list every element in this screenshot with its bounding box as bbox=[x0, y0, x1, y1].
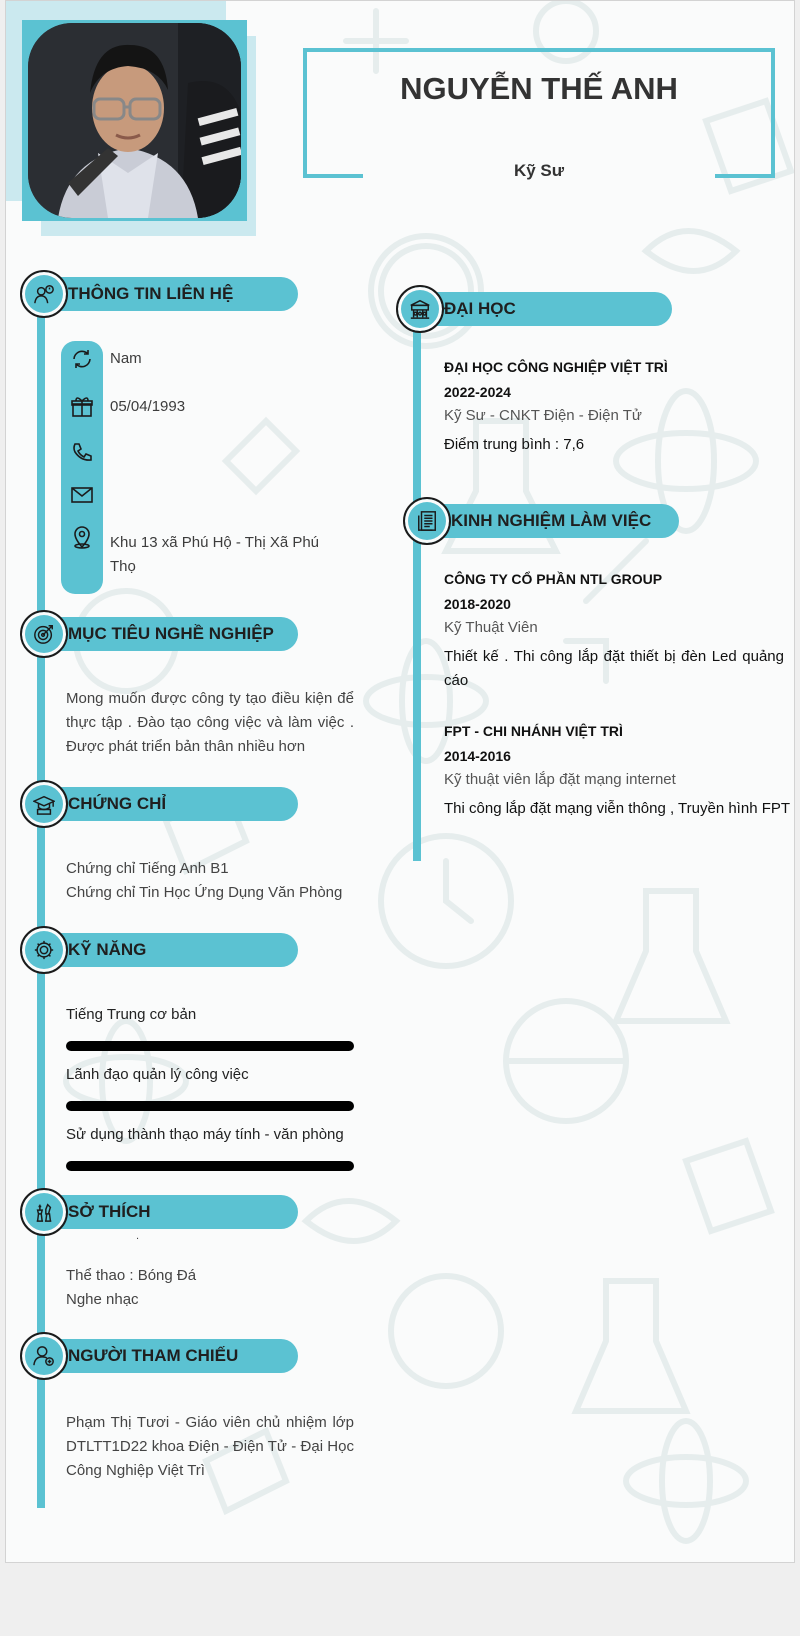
education-gpa: Điểm trung bình : 7,6 bbox=[444, 436, 585, 453]
job-title: Kỹ Sư bbox=[513, 161, 565, 180]
certificate-item: Chứng chỉ Tin Học Ứng Dụng Văn Phòng bbox=[66, 884, 343, 901]
hobby-item: Nghe nhạc bbox=[66, 1291, 139, 1308]
section-title: CHỨNG CHỈ bbox=[68, 794, 167, 813]
contact-birthday: 05/04/1993 bbox=[110, 398, 186, 415]
skill-level-bar bbox=[66, 1041, 354, 1051]
graduation-cap-icon bbox=[20, 780, 68, 828]
job-description: Thiết kế . Thi công lắp đặt thiết bị đèn Led quảng cáo bbox=[444, 648, 784, 689]
skill-name: Sử dụng thành thạo máy tính - văn phòng bbox=[66, 1126, 344, 1143]
skill-name: Lãnh đạo quản lý công việc bbox=[66, 1066, 249, 1083]
section-title: SỞ THÍCH bbox=[68, 1202, 151, 1221]
avatar-photo bbox=[28, 23, 241, 218]
full-name: NGUYỄN THẾ ANH bbox=[400, 71, 678, 106]
right-timeline bbox=[413, 321, 421, 861]
contact-icon-column bbox=[61, 341, 103, 594]
education-period: 2022-2024 bbox=[444, 384, 511, 400]
section-title: KỸ NĂNG bbox=[68, 940, 147, 959]
school-name: ĐẠI HỌC CÔNG NGHIỆP VIỆT TRÌ bbox=[444, 359, 668, 375]
reference-text: Phạm Thị Tươi - Giáo viên chủ nhiệm lớp DTLTT1D22 khoa Điện - Điện Tử - Đại Học Công Nghiệp Việt Trì bbox=[66, 1414, 354, 1479]
job-description: Thi công lắp đặt mạng viễn thông , Truyền hình FPT bbox=[444, 800, 791, 817]
target-icon bbox=[20, 610, 68, 658]
hobby-item: Thể thao : Bóng Đá bbox=[66, 1267, 197, 1284]
job-role: Kỹ Thuật Viên bbox=[444, 619, 538, 636]
chess-icon bbox=[20, 1188, 68, 1236]
phone-icon bbox=[70, 441, 94, 465]
certificate-item: Chứng chỉ Tiếng Anh B1 bbox=[66, 860, 229, 877]
gift-icon bbox=[70, 395, 94, 419]
avatar bbox=[28, 23, 241, 218]
document-icon bbox=[403, 497, 451, 545]
cv-page bbox=[5, 0, 795, 1563]
section-title: THÔNG TIN LIÊN HỆ bbox=[68, 284, 234, 303]
location-icon bbox=[70, 525, 94, 549]
section-title: ĐẠI HỌC bbox=[444, 299, 516, 318]
contact-address: Khu 13 xã Phú Hộ - Thị Xã Phú Thọ bbox=[110, 534, 320, 575]
company-name: FPT - CHI NHÁNH VIỆT TRÌ bbox=[444, 723, 623, 739]
job-role: Kỹ thuật viên lắp đặt mạng internet bbox=[444, 771, 676, 788]
school-icon bbox=[396, 285, 444, 333]
title-frame bbox=[303, 48, 775, 178]
contact-info-icon bbox=[20, 270, 68, 318]
job-period: 2014-2016 bbox=[444, 748, 511, 764]
gear-icon bbox=[20, 926, 68, 974]
person-add-icon bbox=[20, 1332, 68, 1380]
section-title: NGƯỜI THAM CHIẾU bbox=[68, 1346, 239, 1365]
skill-level-bar bbox=[66, 1101, 354, 1111]
skill-name: Tiếng Trung cơ bản bbox=[66, 1006, 197, 1023]
gender-icon bbox=[70, 347, 94, 371]
company-name: CÔNG TY CỔ PHẦN NTL GROUP bbox=[444, 571, 663, 587]
left-timeline bbox=[37, 301, 45, 1508]
section-title: KINH NGHIỆM LÀM VIỆC bbox=[451, 511, 652, 530]
job-period: 2018-2020 bbox=[444, 596, 511, 612]
objective-text: Mong muốn được công ty tạo điều kiện để thực tập . Đào tạo công việc và làm việc . Được phát triển bản thân nhiều hơn bbox=[66, 690, 354, 755]
contact-gender: Nam bbox=[110, 350, 142, 367]
email-icon bbox=[70, 483, 94, 507]
skill-level-bar bbox=[66, 1161, 354, 1171]
section-title: MỤC TIÊU NGHỀ NGHIỆP bbox=[68, 624, 274, 643]
education-major: Kỹ Sư - CNKT Điện - Điện Tử bbox=[444, 407, 642, 424]
hobby-dot: . bbox=[136, 1230, 140, 1242]
